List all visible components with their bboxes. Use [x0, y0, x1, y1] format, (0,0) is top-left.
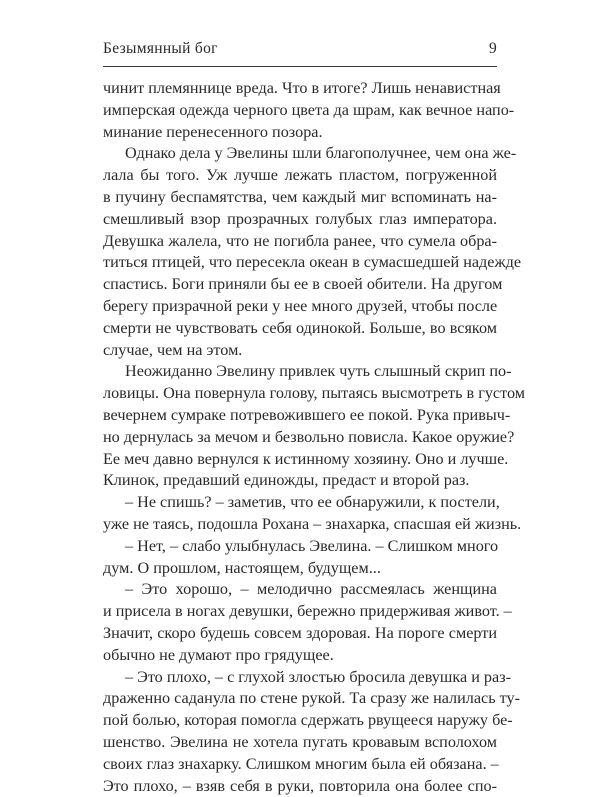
- text-line: ловицы. Она повернула голову, пытаясь высмотреть в густом: [103, 383, 497, 405]
- text-line: берегу призрачной реки у нее много друзей, чтобы после: [103, 296, 497, 318]
- text-line: – Не спишь? – заметив, что ее обнаружили, к постели,: [103, 492, 497, 514]
- text-line: – Это плохо, – с глухой злостью бросила девушка и раз-: [103, 667, 497, 689]
- text-line: и присела в ногах девушки, бережно придерживая живот. –: [103, 601, 497, 623]
- body-text: [103, 78, 497, 797]
- text-line: шенство. Эвелина не хотела пугать кровавым всполохом: [103, 732, 497, 754]
- text-line: – Это хорошо, – мелодично рассмеялась женщина: [103, 579, 497, 601]
- text-line: смерти не чувствовать себя одинокой. Больше, во всяком: [103, 318, 497, 340]
- paragraph: [103, 579, 497, 666]
- header-rule: [103, 66, 497, 67]
- text-line: Ее меч давно вернулся к истинному хозяину. Оно и лучше.: [103, 449, 497, 471]
- book-title: Безымянный бог: [103, 40, 218, 58]
- text-line: Значит, скоро будешь совсем здоровая. На пороге смерти: [103, 623, 497, 645]
- text-line: уже не таясь, подошла Рохана – знахарка, спасшая ей жизнь.: [103, 514, 497, 536]
- text-line: дум. О прошлом, настоящем, будущем...: [103, 558, 497, 580]
- text-line: Однако дела у Эвелины шли благополучнее, чем она же-: [103, 143, 497, 165]
- text-line: Клинок, предавший единожды, предаст и второй раз.: [103, 470, 497, 492]
- paragraph: [103, 536, 497, 580]
- text-line: драженно саданула по стене рукой. Та сразу же налилась ту-: [103, 688, 497, 710]
- paragraph: [103, 492, 497, 536]
- text-line: своих глаз знахарку. Слишком многим была ей обязана. –: [103, 754, 497, 776]
- text-line: имперская одежда черного цвета да шрам, как вечное напо-: [103, 100, 497, 122]
- text-line: смешливый взор прозрачных голубых глаз императора.: [103, 209, 497, 231]
- paragraph: [103, 667, 497, 797]
- text-line: минание перенесенного позора.: [103, 122, 497, 144]
- paragraph: [103, 78, 497, 143]
- text-line: – Нет, – слабо улыбнулась Эвелина. – Слишком много: [103, 536, 497, 558]
- text-line: но дернулась за мечом и безвольно повисла. Какое оружие?: [103, 427, 497, 449]
- text-line: случае, чем на этом.: [103, 340, 497, 362]
- page-number: 9: [489, 40, 497, 58]
- paragraph: [103, 361, 497, 492]
- text-line: чинит племяннице вреда. Что в итоге? Лишь ненавистная: [103, 78, 497, 100]
- text-line: обычно не думают про грядущее.: [103, 645, 497, 667]
- running-header: [103, 40, 497, 64]
- paragraph: [103, 143, 497, 361]
- text-line: титься птицей, что пересекла океан в сумасшедшей надежде: [103, 252, 497, 274]
- text-line: спастись. Боги приняли бы ее в своей обители. На другом: [103, 274, 497, 296]
- text-line: Это плохо, – взяв себя в руки, повторила она более спо-: [103, 776, 497, 797]
- text-line: в пучину беспамятства, чем каждый миг вспоминать на-: [103, 187, 497, 209]
- text-line: Неожиданно Эвелину привлек чуть слышный скрип по-: [103, 361, 497, 383]
- text-line: пой болью, которая помогла сдержать рвущееся наружу бе-: [103, 710, 497, 732]
- text-line: Девушка жалела, что не погибла ранее, что сумела обра-: [103, 231, 497, 253]
- text-line: лала бы того. Уж лучше лежать пластом, погруженной: [103, 165, 497, 187]
- text-line: вечернем сумраке потревожившего ее покой. Рука привыч-: [103, 405, 497, 427]
